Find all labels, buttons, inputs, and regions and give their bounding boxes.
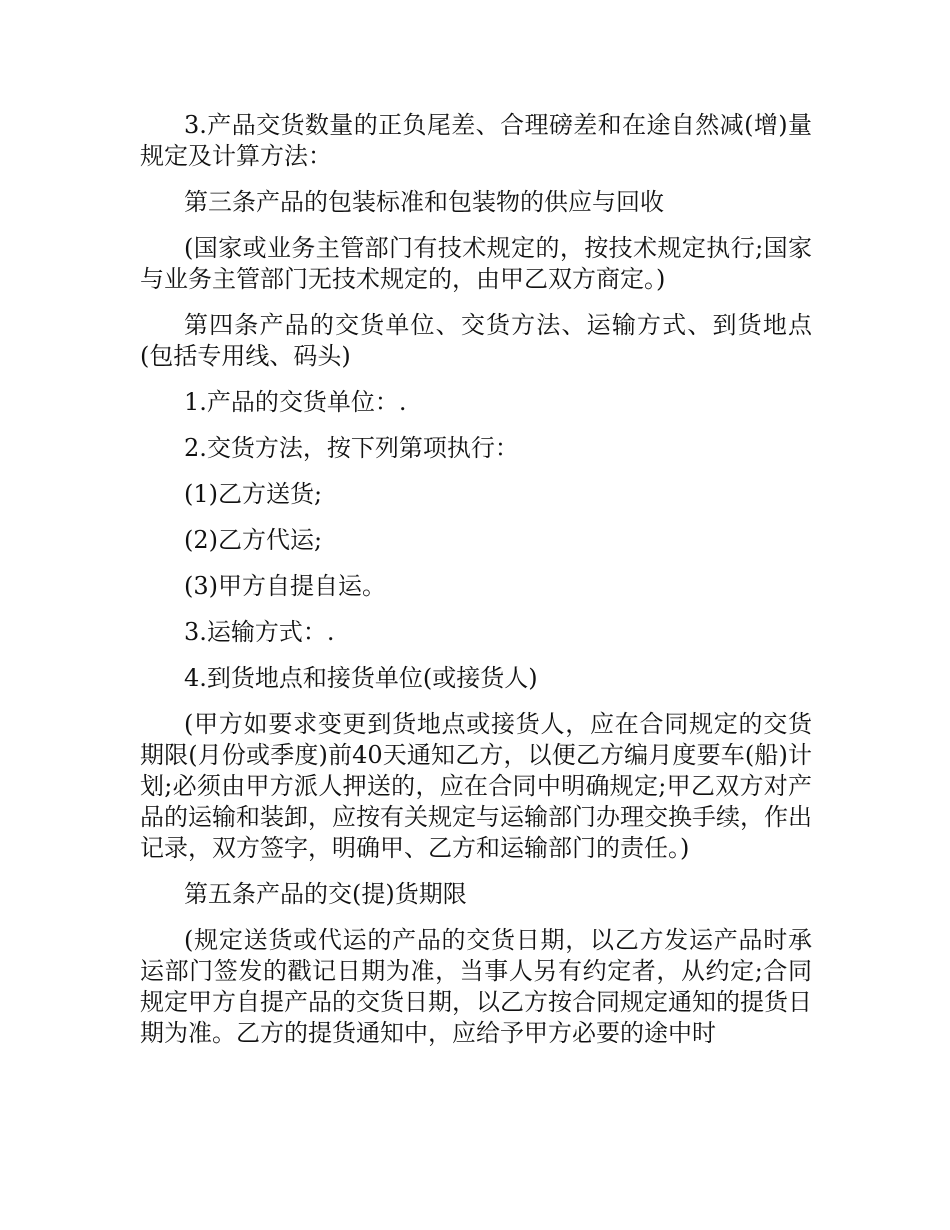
article-5-heading: 第五条产品的交(提)货期限 — [184, 880, 467, 908]
clause-3-quantity-tolerance: 3.产品交货数量的正负尾差、合理磅差和在途自然减(增)量规定及计算方法： — [140, 111, 812, 170]
article-3-note: (国家或业务主管部门有技术规定的，按技术规定执行;国家与业务主管部门无技术规定的，由甲乙双方商定。) — [140, 234, 812, 293]
article-5-note: (规定送货或代运的产品的交货日期，以乙方发运产品时承运部门签发的戳记日期为准，当事人另有约定者，从约定;合同规定甲方自提产品的交货日期，以乙方按合同规定通知的提货日期为准。乙方的提货通知中，应给予甲方必要的途中时 — [140, 926, 812, 1047]
document-page — [140, 110, 812, 1064]
clause-3-transport-mode: 3.运输方式：. — [184, 618, 335, 646]
article-4-heading: 第四条产品的交货单位、交货方法、运输方式、到货地点(包括专用线、码头) — [140, 311, 812, 370]
article-3-heading: 第三条产品的包装标准和包装物的供应与回收 — [184, 188, 664, 216]
clause-1-delivery-unit: 1.产品的交货单位：. — [184, 388, 407, 416]
clause-4-destination: 4.到货地点和接货单位(或接货人) — [184, 664, 538, 692]
option-2-seller-shipping: (2)乙方代运; — [184, 526, 323, 554]
option-1-seller-delivery: (1)乙方送货; — [184, 480, 323, 508]
clause-4-note: (甲方如要求变更到货地点或接货人，应在合同规定的交货期限(月份或季度)前40天通知乙方，以便乙方编月度要车(船)计划;必须由甲方派人押送的，应在合同中明确规定;甲乙双方对产品的运输和装卸，应按有关规定与运输部门办理交换手续，作出记录，双方签字，明确甲、乙方和运输部门的责任。) — [140, 710, 812, 862]
clause-2-delivery-method: 2.交货方法，按下列第项执行： — [184, 434, 519, 462]
option-3-buyer-pickup: (3)甲方自提自运。 — [184, 572, 386, 600]
